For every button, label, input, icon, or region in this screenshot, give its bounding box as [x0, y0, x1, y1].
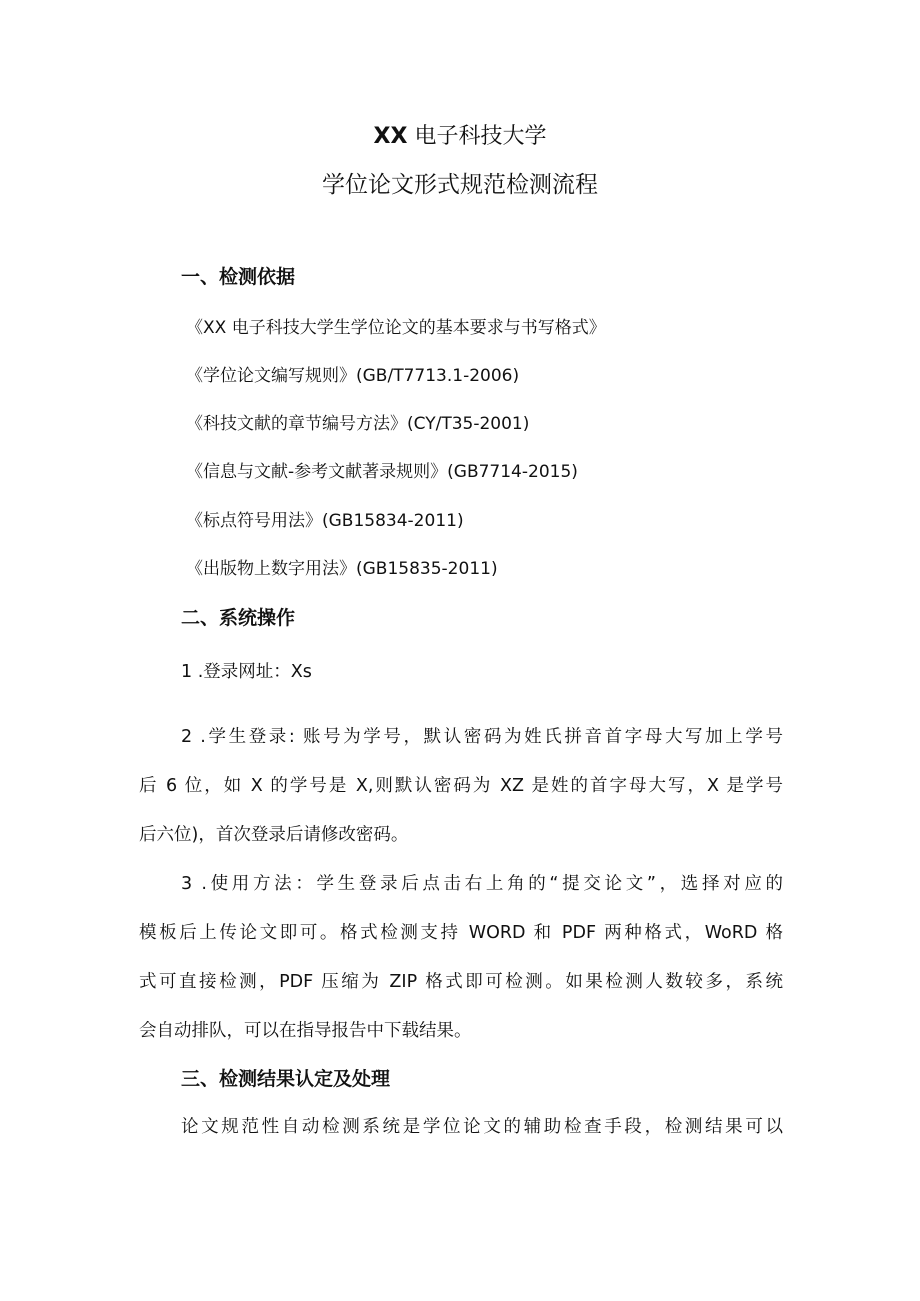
- reference-item: 《标点符号用法》(GB15834-2011): [186, 511, 464, 531]
- title-rest: 电子科技大学: [414, 124, 547, 149]
- title-latin: XX: [373, 124, 408, 149]
- reference-item: 《科技文献的章节编号方法》(CY/T35-2001): [186, 414, 530, 434]
- step-usage-line: 式可直接检测，PDF 压缩为 ZIP 格式即可检测。如果检测人数较多，系统: [139, 972, 783, 992]
- step-usage-line: 3 .使用方法：学生登录后点击右上角的“提交论文”，选择对应的: [181, 874, 783, 894]
- reference-item: 《信息与文献-参考文献著录规则》(GB7714-2015): [186, 462, 578, 482]
- results-paragraph-line: 论文规范性自动检测系统是学位论文的辅助检查手段，检测结果可以: [181, 1117, 783, 1137]
- reference-item: 《出版物上数字用法》(GB15835-2011): [186, 559, 498, 579]
- step-login-line: 后 6 位，如 X 的学号是 X,则默认密码为 XZ 是姓的首字母大写，X 是学号: [139, 776, 783, 796]
- step-login-line: 2 .学生登录: 账号为学号，默认密码为姓氏拼音首字母大写加上学号: [181, 727, 783, 747]
- reference-item: 《学位论文编写规则》(GB/T7713.1-2006): [186, 366, 520, 386]
- step-login-line: 后六位)，首次登录后请修改密码。: [139, 825, 409, 845]
- section-heading-basis: 一、检测依据: [181, 266, 296, 288]
- step-usage-line: 会自动排队，可以在指导报告中下载结果。: [139, 1021, 472, 1041]
- reference-item: 《XX 电子科技大学生学位论文的基本要求与书写格式》: [186, 318, 606, 338]
- document-subtitle: 学位论文形式规范检测流程: [322, 172, 598, 198]
- document-title: [0, 119, 920, 150]
- step-usage-line: 模板后上传论文即可。格式检测支持 WORD 和 PDF 两种格式，WoRD 格: [139, 923, 783, 943]
- step-login-url: 1 .登录网址：Xs: [181, 662, 312, 682]
- section-heading-operation: 二、系统操作: [181, 607, 296, 629]
- section-heading-results: 三、检测结果认定及处理: [181, 1068, 391, 1090]
